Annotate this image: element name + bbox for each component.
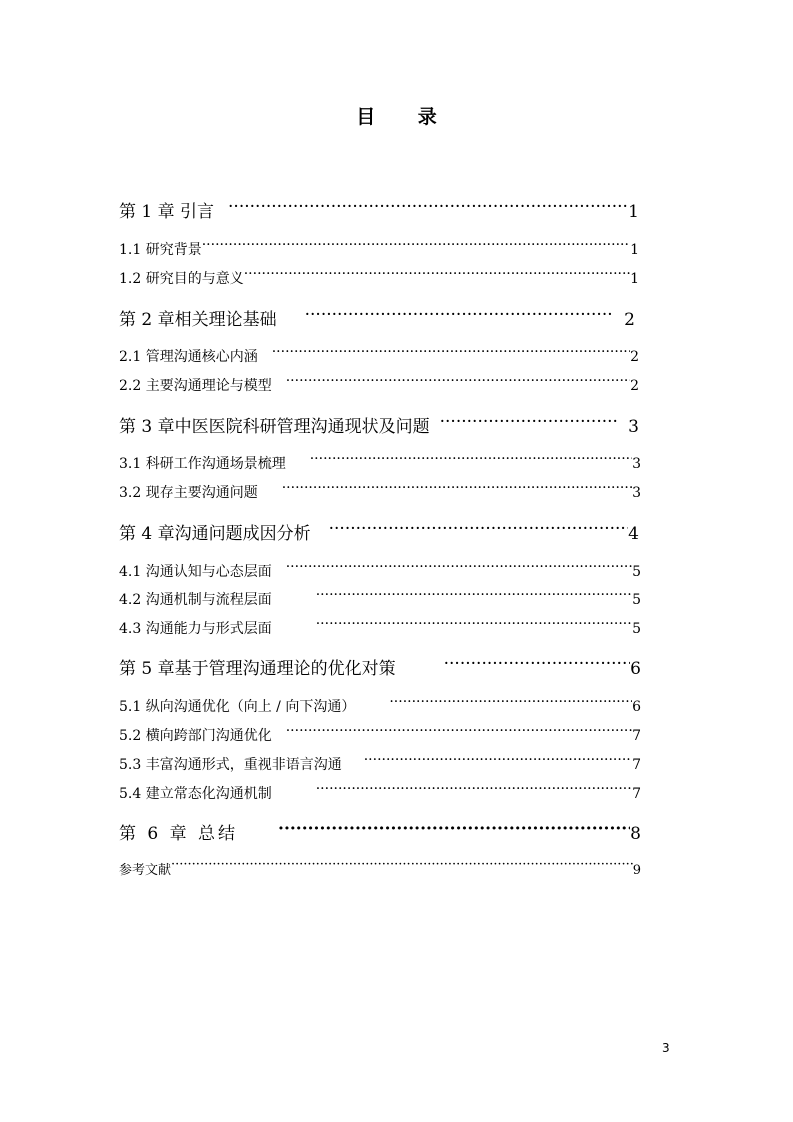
toc-entry-label: 1.2 研究目的与意义 — [119, 271, 244, 287]
toc-entry-section-4-3[interactable] — [119, 619, 641, 639]
toc-entry-page: 3 — [628, 417, 639, 437]
toc-entry-page: 6 — [630, 659, 641, 679]
dot-leader — [278, 822, 630, 839]
page-number: 3 — [662, 1041, 670, 1055]
toc-entry-page: 5 — [632, 621, 641, 637]
dot-leader — [171, 861, 633, 874]
toc-entry-section-2-1[interactable] — [119, 347, 639, 367]
toc-entry-page: 5 — [632, 592, 641, 608]
toc-entry-section-3-1[interactable] — [119, 454, 641, 474]
page-title: 目 录 — [356, 106, 455, 128]
toc-entry-label: 第 3 章中医医院科研管理沟通现状及问题 — [119, 417, 430, 437]
toc-entry-label: 3.2 现存主要沟通问题 — [119, 485, 258, 501]
toc-entry-page: 3 — [632, 485, 641, 501]
toc-entry-page: 7 — [632, 786, 641, 802]
toc-entry-page: 2 — [624, 310, 635, 330]
toc-entry-chapter-2[interactable] — [119, 308, 635, 331]
toc-entry-page: 7 — [632, 757, 641, 773]
dot-leader — [244, 269, 630, 283]
toc-entry-label: 5.4 建立常态化沟通机制 — [119, 786, 272, 802]
toc-entry-section-2-2[interactable] — [119, 376, 639, 396]
dot-leader — [202, 240, 630, 254]
toc-entry-page: 2 — [630, 349, 639, 365]
toc-entry-label: 第 1 章 引言 — [119, 202, 215, 222]
toc-entry-label: 2.2 主要沟通理论与模型 — [119, 378, 272, 394]
toc-entry-label: 4.2 沟通机制与流程层面 — [119, 592, 272, 608]
toc-entry-page: 7 — [632, 728, 641, 744]
dot-leader — [286, 726, 632, 740]
toc-entry-label: 第 4 章沟通问题成因分析 — [119, 524, 311, 544]
dot-leader — [310, 454, 632, 468]
dot-leader — [286, 562, 632, 576]
dot-leader — [228, 200, 628, 217]
toc-entry-label: 参考文献 — [119, 863, 172, 878]
toc-entry-section-3-2[interactable] — [119, 483, 641, 503]
dot-leader — [272, 347, 630, 361]
dot-leader — [305, 308, 615, 325]
toc-entry-section-4-2[interactable] — [119, 590, 641, 610]
toc-entry-label: 第 6 章 总结 — [119, 824, 239, 844]
dot-leader — [286, 376, 630, 390]
dot-leader — [364, 755, 632, 769]
dot-leader — [316, 784, 632, 798]
toc-entry-label: 5.1 纵向沟通优化（向上 / 向下沟通） — [119, 699, 356, 715]
toc-entry-page: 1 — [630, 242, 639, 258]
toc-entry-chapter-4[interactable] — [119, 522, 639, 545]
toc-entry-page: 3 — [632, 456, 641, 472]
toc-entry-section-1-1[interactable] — [119, 240, 639, 260]
toc-entry-page: 4 — [628, 524, 639, 544]
toc-entry-section-5-2[interactable] — [119, 726, 641, 746]
toc-entry-label: 1.1 研究背景 — [119, 242, 202, 258]
toc-entry-page: 1 — [630, 271, 639, 287]
toc-entry-section-4-1[interactable] — [119, 562, 641, 582]
toc-entry-label: 第 5 章基于管理沟通理论的优化对策 — [119, 659, 396, 679]
toc-entry-label: 3.1 科研工作沟通场景梳理 — [119, 456, 286, 472]
toc-entry-chapter-6[interactable] — [119, 822, 641, 845]
dot-leader — [440, 415, 619, 432]
toc-entry-page: 2 — [630, 378, 639, 394]
toc-entry-label: 5.3 丰富沟通形式，重视非语言沟通 — [119, 757, 342, 773]
toc-entry-label: 5.2 横向跨部门沟通优化 — [119, 728, 272, 744]
dot-leader — [316, 619, 632, 633]
toc-entry-chapter-3[interactable] — [119, 415, 639, 438]
toc-entry-page: 9 — [632, 863, 641, 878]
toc-entry-label: 2.1 管理沟通核心内涵 — [119, 349, 258, 365]
toc-entry-section-5-3[interactable] — [119, 755, 641, 775]
toc-entry-references[interactable] — [119, 861, 641, 881]
toc-entry-label: 第 2 章相关理论基础 — [119, 310, 277, 330]
toc-entry-page: 6 — [632, 699, 641, 715]
toc-entry-label: 4.3 沟通能力与形式层面 — [119, 621, 272, 637]
dot-leader — [444, 657, 631, 674]
toc-entry-section-1-2[interactable] — [119, 269, 639, 289]
toc-entry-page: 1 — [628, 202, 639, 222]
toc-entry-page: 5 — [632, 564, 641, 580]
toc-entry-chapter-1[interactable] — [119, 200, 639, 223]
toc-entry-section-5-1[interactable] — [119, 697, 641, 717]
toc-entry-page: 8 — [630, 824, 641, 844]
dot-leader — [389, 697, 632, 711]
dot-leader — [329, 522, 629, 539]
dot-leader — [316, 590, 632, 604]
toc-entry-label: 4.1 沟通认知与心态层面 — [119, 564, 272, 580]
toc-entry-section-5-4[interactable] — [119, 784, 641, 804]
toc-entry-chapter-5[interactable] — [119, 657, 641, 680]
dot-leader — [282, 483, 632, 497]
